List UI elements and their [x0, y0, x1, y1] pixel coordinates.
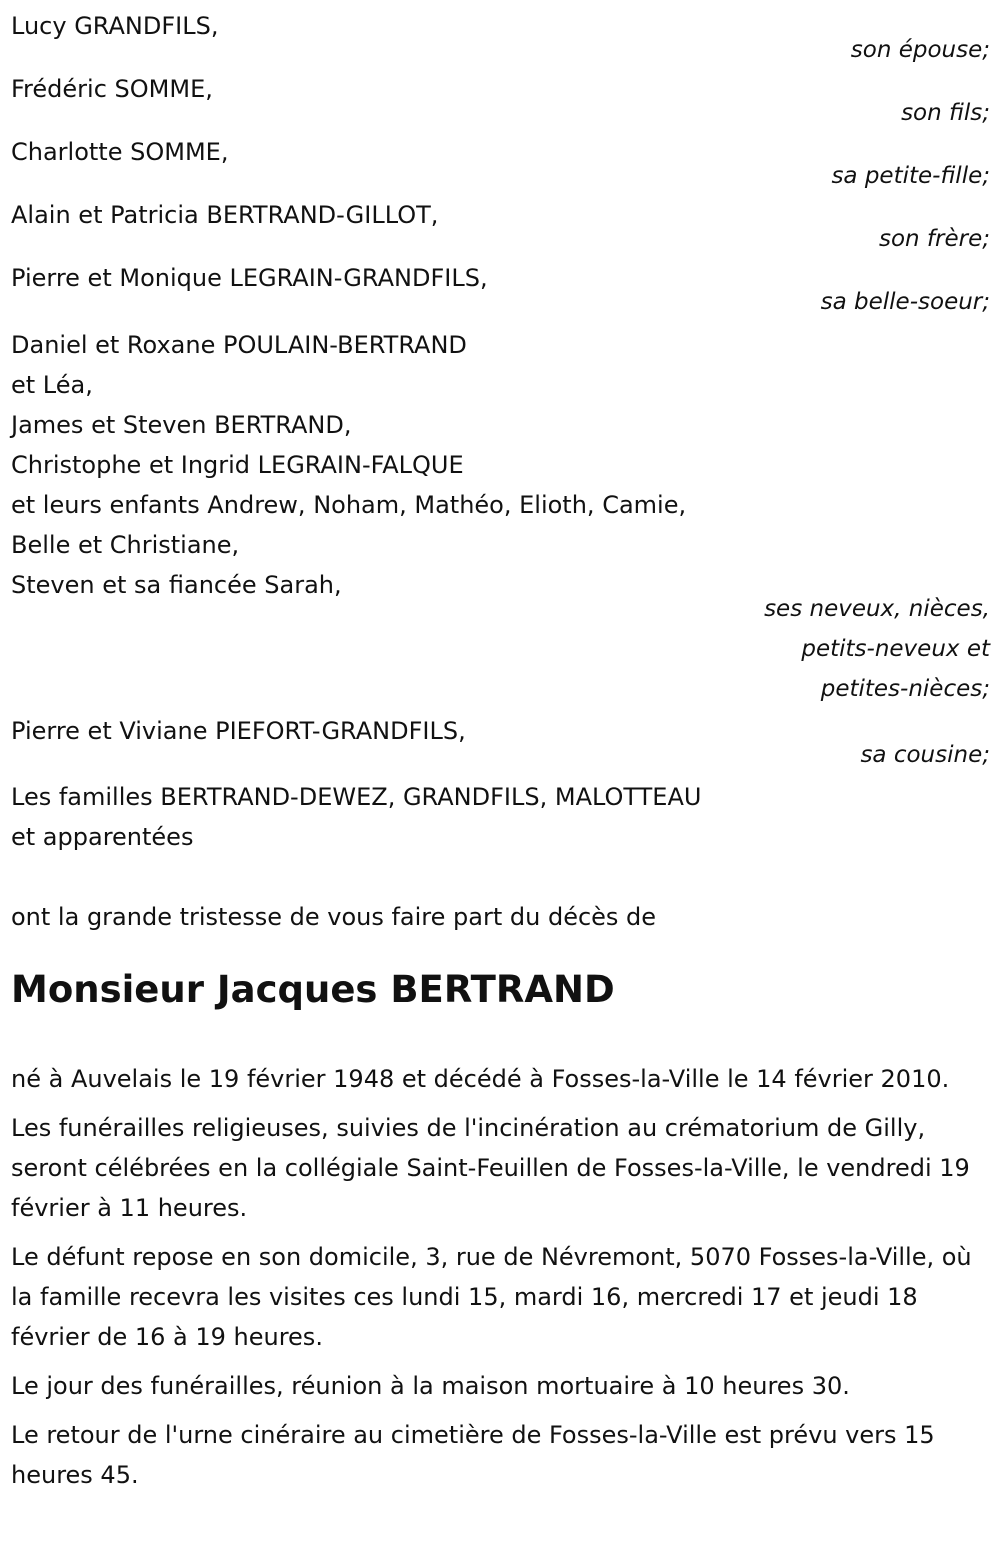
family-member [11, 132, 990, 195]
member-name: Frédéric SOMME, [11, 75, 213, 103]
member-relation: son frère; [878, 226, 990, 252]
nephew-line: Christophe et Ingrid LEGRAIN-FALQUE [11, 451, 464, 479]
family-member [11, 258, 990, 325]
family-member [11, 195, 990, 258]
nephews-relation: petits-neveux et [801, 636, 990, 662]
families-group [11, 777, 990, 857]
obituary-notice [11, 0, 990, 1504]
nephews-relation: petites-nièces; [820, 676, 990, 702]
paragraph: Le jour des funérailles, réunion à la maison mortuaire à 10 heures 30. [11, 1372, 850, 1400]
family-member [11, 711, 990, 777]
family-member [11, 69, 990, 132]
member-relation: sa petite-fille; [831, 163, 990, 189]
member-name: Pierre et Monique LEGRAIN-GRANDFILS, [11, 264, 488, 292]
member-name: Alain et Patricia BERTRAND-GILLOT, [11, 201, 439, 229]
nephew-line: et leurs enfants Andrew, Noham, Mathéo, Elioth, Camie, [11, 491, 687, 519]
nephews-group [11, 325, 990, 711]
member-name: Lucy GRANDFILS, [11, 12, 219, 40]
nephew-line: Daniel et Roxane POULAIN-BERTRAND [11, 331, 467, 359]
paragraph: Le défunt repose en son domicile, 3, rue de Névremont, 5070 Fosses-la-Ville, où la famille recevra les visites ces lundi 15, mardi 16, mercredi 17 et jeudi 18 février de 16 à 19 heures. [11, 1243, 972, 1351]
member-name: Pierre et Viviane PIEFORT-GRANDFILS, [11, 717, 466, 745]
nephew-line: James et Steven BERTRAND, [11, 411, 352, 439]
nephews-relation: ses neveux, nièces, [764, 596, 990, 622]
paragraph: Le retour de l'urne cinéraire au cimetière de Fosses-la-Ville est prévu vers 15 heures 45. [11, 1421, 935, 1489]
nephew-line: Belle et Christiane, [11, 531, 240, 559]
member-name: Charlotte SOMME, [11, 138, 229, 166]
paragraph: né à Auvelais le 19 février 1948 et décédé à Fosses-la-Ville le 14 février 2010. [11, 1065, 950, 1093]
family-member [11, 6, 990, 69]
announcement-text: ont la grande tristesse de vous faire part du décès de [11, 903, 657, 931]
member-relation: sa cousine; [860, 742, 990, 768]
deceased-name: Monsieur Jacques BERTRAND [11, 968, 615, 1011]
nephew-line: et Léa, [11, 371, 93, 399]
paragraph: Les funérailles religieuses, suivies de l'incinération au crématorium de Gilly, seront célébrées en la collégiale Saint-Feuillen de Fosses-la-Ville, le vendredi 19 février à 11 heures. [11, 1114, 970, 1222]
member-relation: son fils; [901, 100, 990, 126]
families-line: et apparentées [11, 823, 194, 851]
families-line: Les familles BERTRAND-DEWEZ, GRANDFILS, MALOTTEAU [11, 783, 702, 811]
member-relation: sa belle-soeur; [820, 289, 990, 315]
member-relation: son épouse; [850, 37, 990, 63]
nephew-line: Steven et sa fiancée Sarah, [11, 571, 342, 599]
